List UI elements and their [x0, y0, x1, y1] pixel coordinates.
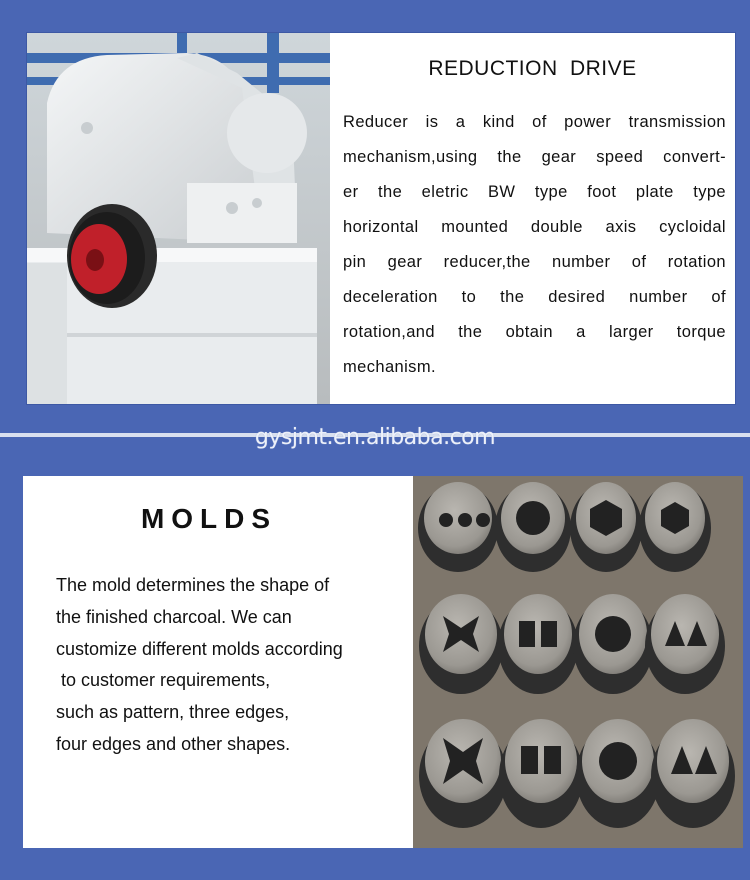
reducer-photo [27, 33, 330, 404]
reducer-machine-illustration [27, 33, 330, 404]
watermark: gysjmt.en.alibaba.com [254, 425, 496, 450]
description-line: the finished charcoal. We can [56, 606, 292, 627]
description-line: rotation,and the obtain a larger torque [343, 323, 726, 341]
description-line: Reducer is a kind of power transmission [343, 113, 726, 131]
description-line: mechanism,using the gear speed convert- [343, 148, 726, 166]
description-line: such as pattern, three edges, [56, 702, 290, 723]
description-line: er the eletric BW type foot plate type [343, 183, 726, 201]
description-line: customize different molds according [56, 638, 343, 659]
molds-text [23, 476, 410, 848]
molds-illustration [413, 476, 743, 848]
molds-photo [413, 476, 743, 848]
molds-description [56, 570, 406, 761]
description-line: four edges and other shapes. [56, 733, 291, 754]
molds-title: MOLDS [140, 503, 278, 534]
reduction-drive-description [343, 105, 726, 385]
description-line: pin gear reducer,the number of rotation [343, 253, 726, 271]
description-line: mechanism. [343, 358, 436, 376]
reduction-drive-title: REDUCTION DRIVE [428, 57, 637, 80]
description-line: to customer requirements, [56, 670, 271, 691]
description-line: deceleration to the desired number of [343, 288, 726, 306]
description-line: horizontal mounted double axis cycloidal [343, 218, 726, 236]
description-line: The mold determines the shape of [56, 575, 330, 595]
reduction-drive-text [330, 33, 735, 404]
